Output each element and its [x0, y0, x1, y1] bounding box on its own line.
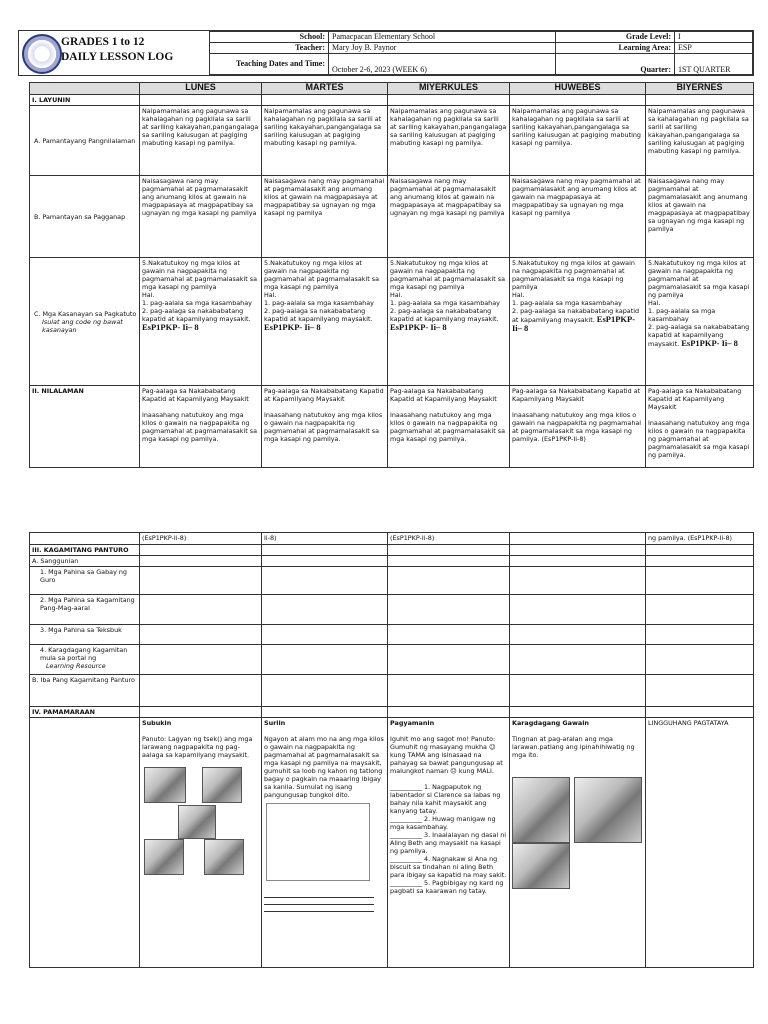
day-huwebes: HUWEBES — [510, 83, 646, 95]
title-line1: GRADES 1 to 12 — [61, 36, 145, 48]
nilalaman-cell — [646, 386, 754, 468]
hal2-text: 2. pag-aalaga sa nakababatang kapatid at kapamilyang maysakit. — [264, 307, 373, 323]
iba-pang-label: B. Iba Pang Kagamitang Panturo — [30, 675, 140, 707]
pagyamanin-intro: Iguhit mo ang sagot mo! Panuto: Gumuhit ng masayang mukha ☺ kung TAMA ang isinasaad na pahayag sa bawat pangungusap at malungkot naman ☹ kung MALI. — [390, 735, 503, 775]
pamantayang-cell: Naipamamalas ang pagunawa sa kahalagahan ng pagkilala sa sarili at sariling kakayahan,pangangalaga sa sariling kalusugan at pagiging mabuting kasapi ng pamilya. — [262, 106, 388, 176]
pamantayang-cell: Naipamamalas ang pagunawa sa kahalagahan ng pagkilala sa sarili at sariling kakayahan,pangangalaga sa sariling kalusugan at pagiging mabuting kasapi ng pamilya. — [388, 106, 510, 176]
pamantayang-cell: Naipamamalas ang pagunawa sa kahalagahan ng pagkilala sa sarili at sariling kakayahan,pangangalaga sa sariling kalusugan at pagiging mabuting kasapi ng pamilya. — [510, 106, 646, 176]
nilalaman-cell — [510, 386, 646, 468]
teksbuk-label: 3. Mga Pahina sa Teksbuk — [40, 626, 122, 634]
day-miyerkules: MIYERKULES — [388, 83, 510, 95]
drawing-box[interactable] — [266, 803, 370, 881]
hal1-text: 1. pag-aalala sa mga kasambahay — [264, 299, 374, 307]
family-picture — [512, 777, 570, 843]
item-2: __________ 2. Huwag manigaw ng mga kasambahay. — [390, 815, 496, 831]
deped-seal-icon — [22, 34, 62, 74]
nilalaman-text: Inaasahang natutukoy ang mga kilos o gawain na nagpapakita ng pagmamahal at pagmamalasakit sa mga kasapi ng pamilya. — [648, 419, 750, 459]
pagyamanin-title: Pagyamanin — [390, 719, 435, 727]
school-label: School: — [210, 32, 329, 43]
day-header-row — [30, 83, 754, 95]
row-pamamaraan — [30, 718, 754, 968]
continuation-row — [30, 533, 754, 545]
kagamitan-pang-label: 2. Mga Pahina sa Kagamitang Pang-Mag-aaral — [40, 596, 135, 612]
family-picture — [512, 843, 570, 889]
header-box — [18, 30, 754, 76]
kasanayan-text: 5.Nakatutukoy ng mga kilos at gawain na nagpapakita ng pagmamahal at pagmamalasakit sa mga kasapi ng pamilya — [512, 259, 635, 291]
nilalaman-code: (EsP1PKP-Ii-8) — [541, 435, 586, 443]
pagyamanin-cell — [388, 718, 510, 968]
nilalaman-text: Inaasahang natutukoy ang mga kilos o gawain na nagpapakita ng pagmamahal at pagmamalasakit sa mga kasapi ng pamilya. — [142, 411, 258, 443]
row-pamantayang — [30, 106, 754, 176]
area-value: ESP — [675, 43, 753, 54]
karagdagang-pictures — [512, 777, 643, 887]
kasanayan-cell — [262, 258, 388, 386]
hal-text: Hal. — [264, 291, 277, 299]
title-line2: DAILY LESSON LOG — [61, 51, 174, 63]
kasanayan-text: 5.Nakatutukoy ng mga kilos at gawain na nagpapakita ng pagmamahal at pagmamalasakit sa mga kasapi ng pamilya — [648, 259, 750, 299]
row-pagganap — [30, 176, 754, 258]
continuation-cell: ng pamilya. (EsP1PKP-Ii-8) — [646, 533, 754, 545]
hal1-text: 1. pag-aalala sa mga kasambahay — [648, 307, 716, 323]
subukin-title: Subukin — [142, 719, 172, 727]
nilalaman-text: Inaasahang natutukoy ang mga kilos o gawain na nagpapakita ng pagmamahal at pagmamalasakit sa mga kasapi ng pamilya. — [264, 411, 383, 443]
subukin-text: Panuto: Lagyan ng tsek() ang mga larawang nagpapakita ng pag-aalaga sa kapamilyang maysakit. — [142, 735, 253, 759]
hal-text: Hal. — [512, 291, 525, 299]
teacher-label: Teacher: — [210, 43, 329, 54]
item-5: __________ 5. Pagbibigay ng kard ng pagbati sa kaarawan ng tatay. — [390, 879, 504, 895]
karagdagang-title: Karagdagang Gawain — [512, 719, 589, 727]
kasanayan-label: C. Mga Kasanayan sa Pagkatuto — [34, 309, 137, 318]
answer-line[interactable] — [264, 905, 374, 912]
pagganap-cell: Naisasagawa nang may pagmamahal at pagmamalasakit ang anumang kilos at gawain na magpapasaya at magpapatibay sa ugnayan ng mga kasapi ng pamilya — [388, 176, 510, 258]
subukin-cell — [140, 718, 262, 968]
dates-label: Teaching Dates and Time: — [210, 54, 329, 75]
hal2-text: 2. pag-aalaga sa nakababatang kapatid at kapamilyang maysakit. — [648, 323, 750, 348]
lesson-table-page2 — [29, 532, 754, 968]
lesson-table-page1 — [29, 82, 754, 468]
pagganap-cell: Naisasagawa nang may pagmamahal at pagmamalasakit ang anumang kilos at gawain na magpapasaya at magpapatibay sa ugnayan ng mga kasapi ng pamilya — [262, 176, 388, 258]
nilalaman-title: Pag-aalaga sa Nakababatang Kapatid at Kapamilyang Maysakit — [142, 387, 249, 403]
kasanayan-text: 5.Nakatutukoy ng mga kilos at gawain na nagpapakita ng pagmamahal at pagmamalasakit sa mga kasapi ng pamilya — [264, 259, 380, 291]
kasanayan-note: Isulat ang code ng bawat kasanayan — [42, 317, 123, 334]
hal-text: Hal. — [142, 291, 155, 299]
row-nilalaman — [30, 386, 754, 468]
hal1-text: 1. pag-aalala sa mga kasambahay — [512, 299, 622, 307]
nilalaman-title: Pag-aalaga sa Nakababatang Kapatid at Kapamilyang Maysakit — [264, 387, 384, 403]
pagganap-cell: Naisasagawa nang may pagmamahal at pagmamalasakit ang anumang kilos at gawain na magpapasaya at magpapatibay sa ugnayan ng mga kasapi ng pamilya — [646, 176, 754, 258]
competency-code: EsP1PKP- Ii– 8 — [390, 322, 447, 332]
lingguhan-cell: LINGGUHANG PAGTATAYA — [646, 718, 754, 968]
answer-line[interactable] — [264, 898, 374, 905]
continuation-cell: (EsP1PKP-Ii-8) — [388, 533, 510, 545]
pagganap-cell: Naisasagawa nang may pagmamahal at pagmamalasakit ang anumang kilos at gawain na magpapasaya at magpapatibay sa ugnayan ng mga kasapi ng pamilya — [510, 176, 646, 258]
hal-text: Hal. — [390, 291, 403, 299]
sanggunian-label: A. Sanggunian — [30, 556, 140, 567]
competency-code: EsP1PKP- Ii– 8 — [512, 314, 636, 333]
pamantayang-label: A. Pamantayang Pangnilalaman — [30, 106, 140, 176]
nilalaman-text: Inaasahang natutukoy ang mga kilos o gawain na nagpapakita ng pagmamahal at pagmamalasakit sa mga kasapi ng pamilya. — [390, 411, 506, 443]
continuation-cell: (EsP1PKP-Ii-8) — [140, 533, 262, 545]
sick-care-picture — [204, 839, 244, 875]
teacher-value: Mary Joy B. Paynor — [329, 43, 556, 54]
sick-care-picture — [178, 805, 216, 839]
item-4: __________ 4. Nagnakaw si Ana ng biscuit sa tindahan ni aling Beth para ibigay sa kapatid na may sakit. — [390, 855, 507, 879]
karagdagang-kagamitan-label: 4. Karagdagang Kagamitan mula sa portal ng — [40, 646, 128, 662]
competency-code: EsP1PKP- Ii– 8 — [142, 322, 199, 332]
quarter-label: Quarter: — [556, 54, 675, 75]
pamantayang-cell: Naipamamalas ang pagunawa sa kahalagahan ng pagkilala sa sarili at sariling kakayahan,pangangalaga sa sariling kalusugan at pagiging mabuting kasapi ng pamilya. — [646, 106, 754, 176]
learning-resource-label: Learning Resource — [46, 662, 106, 670]
nilalaman-cell — [388, 386, 510, 468]
kasanayan-cell — [140, 258, 262, 386]
nilalaman-title: Pag-aalaga sa Nakababatang Kapatid at Kapamilyang Maysakit — [512, 387, 641, 403]
day-lunes: LUNES — [140, 83, 262, 95]
item-3: __________ 3. Inaalalayan ng dasal ni Aling Beth ang maysakit na kasapi ng pamilya. — [390, 831, 507, 855]
kasanayan-cell — [510, 258, 646, 386]
kasanayan-text: 5.Nakatutukoy ng mga kilos at gawain na nagpapakita ng pagmamahal at pagmamalasakit sa mga kasapi ng pamilya — [142, 259, 258, 291]
answer-line[interactable] — [264, 891, 374, 898]
gabay-label: 1. Mga Pahina sa Gabay ng Guro — [40, 568, 127, 584]
area-label: Learning Area: — [556, 43, 675, 54]
header-title — [61, 35, 173, 65]
quarter-value: 1ST QUARTER — [675, 54, 753, 75]
hal2-text: 2. pag-aalaga sa nakababatang kapatid at kapamilyang maysakit. — [142, 307, 251, 323]
continuation-cell: Ii-8) — [262, 533, 388, 545]
karagdagang-text: Tingnan at pag-aralan ang mga larawan.patlang ang ipinahihiwatig ng mga ito. — [512, 735, 635, 759]
nilalaman-title: Pag-aalaga sa Nakababatang Kapatid at Kapamilyang Maysakit — [390, 387, 497, 403]
grade-value: I — [675, 32, 753, 43]
header-grid — [209, 31, 753, 75]
nilalaman-cell — [262, 386, 388, 468]
suriin-title: Suriin — [264, 719, 286, 727]
kasanayan-cell — [388, 258, 510, 386]
kasanayan-cell — [646, 258, 754, 386]
section-kagamitan: III. KAGAMITANG PANTURO — [30, 545, 140, 556]
school-value: Pamacpacan Elementary School — [329, 32, 556, 43]
nilalaman-title: Pag-aalaga sa Nakababatang Kapatid at Kapamilyang Maysakit — [648, 387, 742, 411]
section-pamamaraan: IV. PAMAMARAAN — [30, 707, 140, 718]
pagganap-label: B. Pamantayan sa Pagganap — [30, 176, 140, 258]
sick-care-picture — [144, 767, 186, 803]
hal1-text: 1. pag-aalala sa mga kasambahay — [142, 299, 252, 307]
karagdagang-cell — [510, 718, 646, 968]
suriin-text: Ngayon at alam mo na ang mga kilos o gawain na nagpapakita ng pagmamahal at pagmamalasakit sa mga kasapi ng pamilya na maysakit, gumuhit sa loob ng kahon ng tatlong bagay o pagkain na maaaring ibigay sa kanila. Sumulat ng isang pangungusap tungkol dito. — [264, 735, 384, 799]
pamantayang-cell: Naipamamalas ang pagunawa sa kahalagahan ng pagkilala sa sarili at sariling kakayahan,pangangalaga sa sariling kalusugan at pagiging mabuting kasapi ng pamilya. — [140, 106, 262, 176]
row-kasanayan — [30, 258, 754, 386]
nilalaman-text: Inaasahang natutukoy ang mga kilos o gawain na nagpapakita ng pagmamahal at pagmamalasakit sa mga kasapi ng pamilya. — [512, 411, 642, 443]
hal2-text: 2. pag-aalaga sa nakababatang kapatid at kapamilyang maysakit. — [512, 307, 640, 324]
kasanayan-text: 5.Nakatutukoy ng mga kilos at gawain na nagpapakita ng pagmamahal at pagmamalasakit sa mga kasapi ng pamilya — [390, 259, 506, 291]
kasanayan-label-cell — [30, 258, 140, 386]
sick-care-picture — [202, 767, 242, 803]
section-nilalaman: II. NILALAMAN — [30, 386, 140, 468]
dates-value: October 2-6, 2023 (WEEK 6) — [329, 54, 556, 75]
section-layunin: I. LAYUNIN — [30, 95, 140, 106]
subukin-pictures — [142, 767, 259, 877]
family-picture — [574, 777, 642, 843]
sick-care-picture — [144, 839, 184, 875]
day-biyernes: BIYERNES — [646, 83, 754, 95]
hal-text: Hal. — [648, 299, 661, 307]
pagganap-cell: Naisasagawa nang may pagmamahal at pagmamalasakit ang anumang kilos at gawain na magpapasaya at magpapatibay sa ugnayan ng mga kasapi ng pamilya — [140, 176, 262, 258]
grade-label: Grade Level: — [556, 32, 675, 43]
item-1: __________ 1. Nagpaputok ng labentador si Clarence sa labas ng bahay nila kahit maysakit ang kanyang tatay. — [390, 783, 501, 815]
competency-code: EsP1PKP- Ii– 8 — [264, 322, 321, 332]
day-martes: MARTES — [262, 83, 388, 95]
hal1-text: 1. pag-aalala sa mga kasambahay — [390, 299, 500, 307]
hal2-text: 2. pag-aalaga sa nakababatang kapatid at kapamilyang maysakit. — [390, 307, 499, 323]
nilalaman-cell — [140, 386, 262, 468]
competency-code: EsP1PKP- Ii– 8 — [681, 338, 738, 348]
suriin-cell — [262, 718, 388, 968]
